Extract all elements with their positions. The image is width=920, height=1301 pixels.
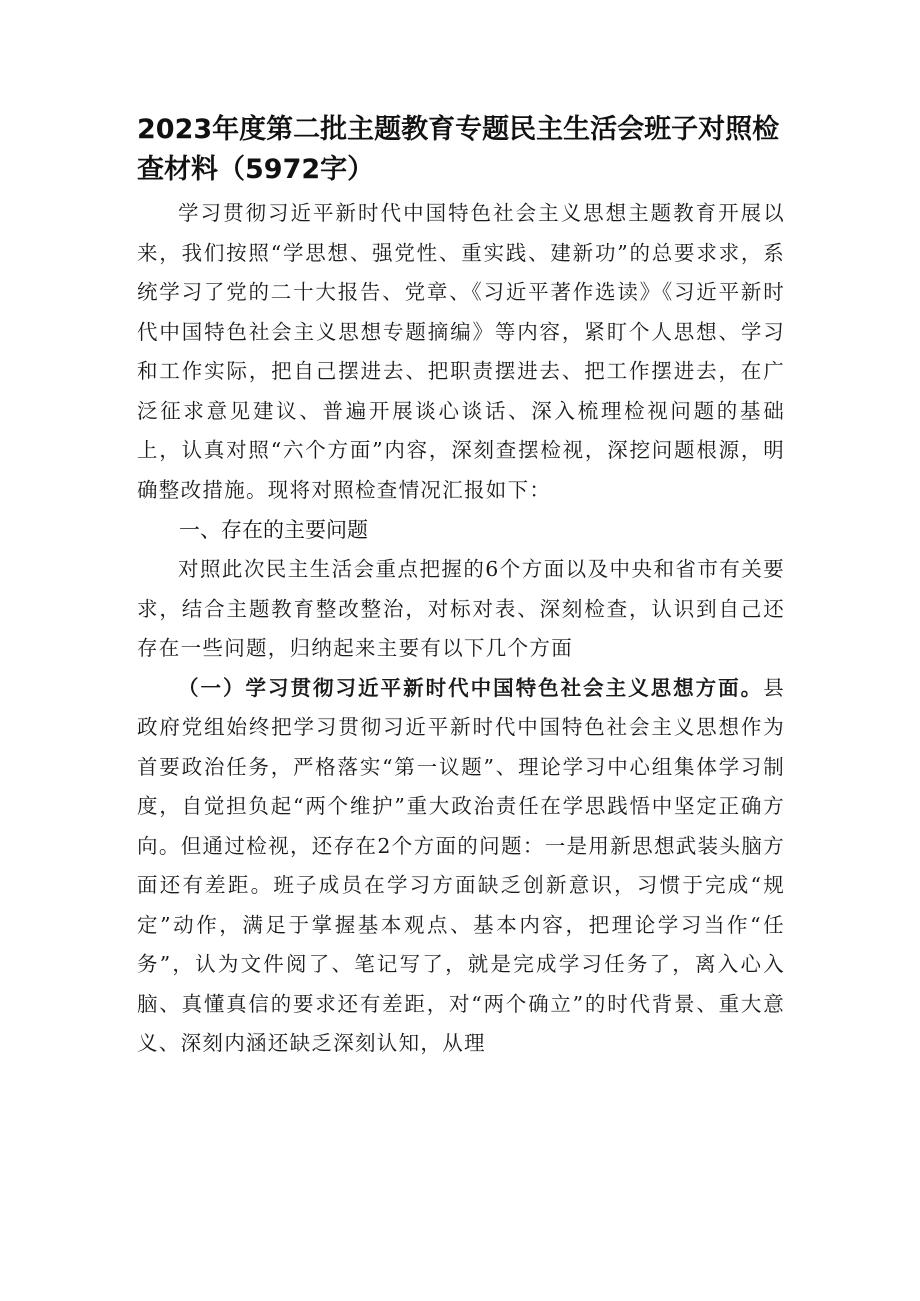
subsection-paragraph <box>137 669 785 1064</box>
subsection-text: 县政府党组始终把学习贯彻习近平新时代中国特色社会主义思想作为首要政治任务，严格落实“第一议题”、理论学习中心组集体学习制度，自觉担负起“两个维护”重大政治责任在学思践悟中坚定正确方向。但通过检视，还存在2个方面的问题：一是用新思想武装头脑方面还有差距。班子成员在学习方面缺乏创新意识，习惯于完成“规定”动作，满足于掌握基本观点、基本内容，把理论学习当作“任务”，认为文件阅了、笔记写了，就是完成学习任务了，离入心入脑、真懂真信的要求还有差距，对“两个确立”的时代背景、重大意义、深刻内涵还缺乏深刻认知，从理 <box>137 675 785 1055</box>
section-intro-paragraph: 对照此次民主生活会重点把握的6个方面以及中央和省市有关要求，结合主题教育整改整治，对标对表、深刻检查，认识到自己还存在一些问题，归纳起来主要有以下几个方面 <box>137 557 785 660</box>
document-body <box>137 194 785 1064</box>
subsection-heading: （一）学习贯彻习近平新时代中国特色社会主义思想方面。 <box>178 675 764 700</box>
section-heading: 一、存在的主要问题 <box>179 518 368 542</box>
intro-paragraph: 学习贯彻习近平新时代中国特色社会主义思想主题教育开展以来，我们按照“学思想、强党性、重实践、建新功”的总要求求，系统学习了党的二十大报告、党章、《习近平著作选读》《习近平新时代中国特色社会主义思想专题摘编》等内容，紧盯个人思想、学习和工作实际，把自己摆进去、把职责摆进去、把工作摆进去，在广泛征求意见建议、普遍开展谈心谈话、深入梳理检视问题的基础上，认真对照“六个方面”内容，深刻查摆检视，深挖问题根源，明确整改措施。现将对照检查情况汇报如下： <box>137 201 785 502</box>
document-title: 2023年度第二批主题教育专题民主生活会班子对照检查材料（5972字） <box>137 114 780 185</box>
